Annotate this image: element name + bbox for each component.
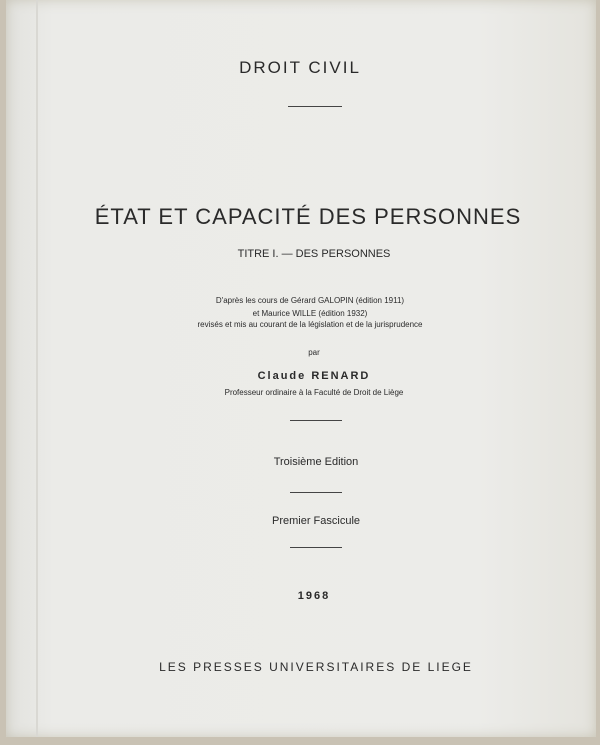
- credit-line: revisés et mis au courant de la législation et de la jurisprudence: [197, 320, 423, 329]
- divider: [290, 547, 342, 548]
- author-affiliation: Professeur ordinaire à la Faculté de Droit de Liège: [224, 388, 404, 397]
- fascicle: Premier Fascicule: [271, 515, 361, 527]
- edition: Troisième Edition: [273, 456, 359, 468]
- divider: [290, 420, 342, 421]
- cover-fold: [36, 0, 38, 737]
- publication-year: 1968: [297, 590, 331, 602]
- book-subtitle: TITRE I. — DES PERSONNES: [237, 248, 391, 260]
- credit-line: D'après les cours de Gérard GALOPIN (édition 1911): [215, 296, 405, 305]
- divider: [290, 492, 342, 493]
- publisher: LES PRESSES UNIVERSITAIRES DE LIEGE: [159, 660, 473, 674]
- par-label: par: [308, 348, 320, 357]
- book-title: ÉTAT ET CAPACITÉ DES PERSONNES: [94, 204, 522, 229]
- divider: [288, 106, 342, 107]
- author-name: Claude RENARD: [257, 370, 371, 382]
- credit-line: et Maurice WILLE (édition 1932): [252, 309, 368, 318]
- series-title: DROIT CIVIL: [239, 58, 361, 77]
- book-cover: [6, 0, 596, 737]
